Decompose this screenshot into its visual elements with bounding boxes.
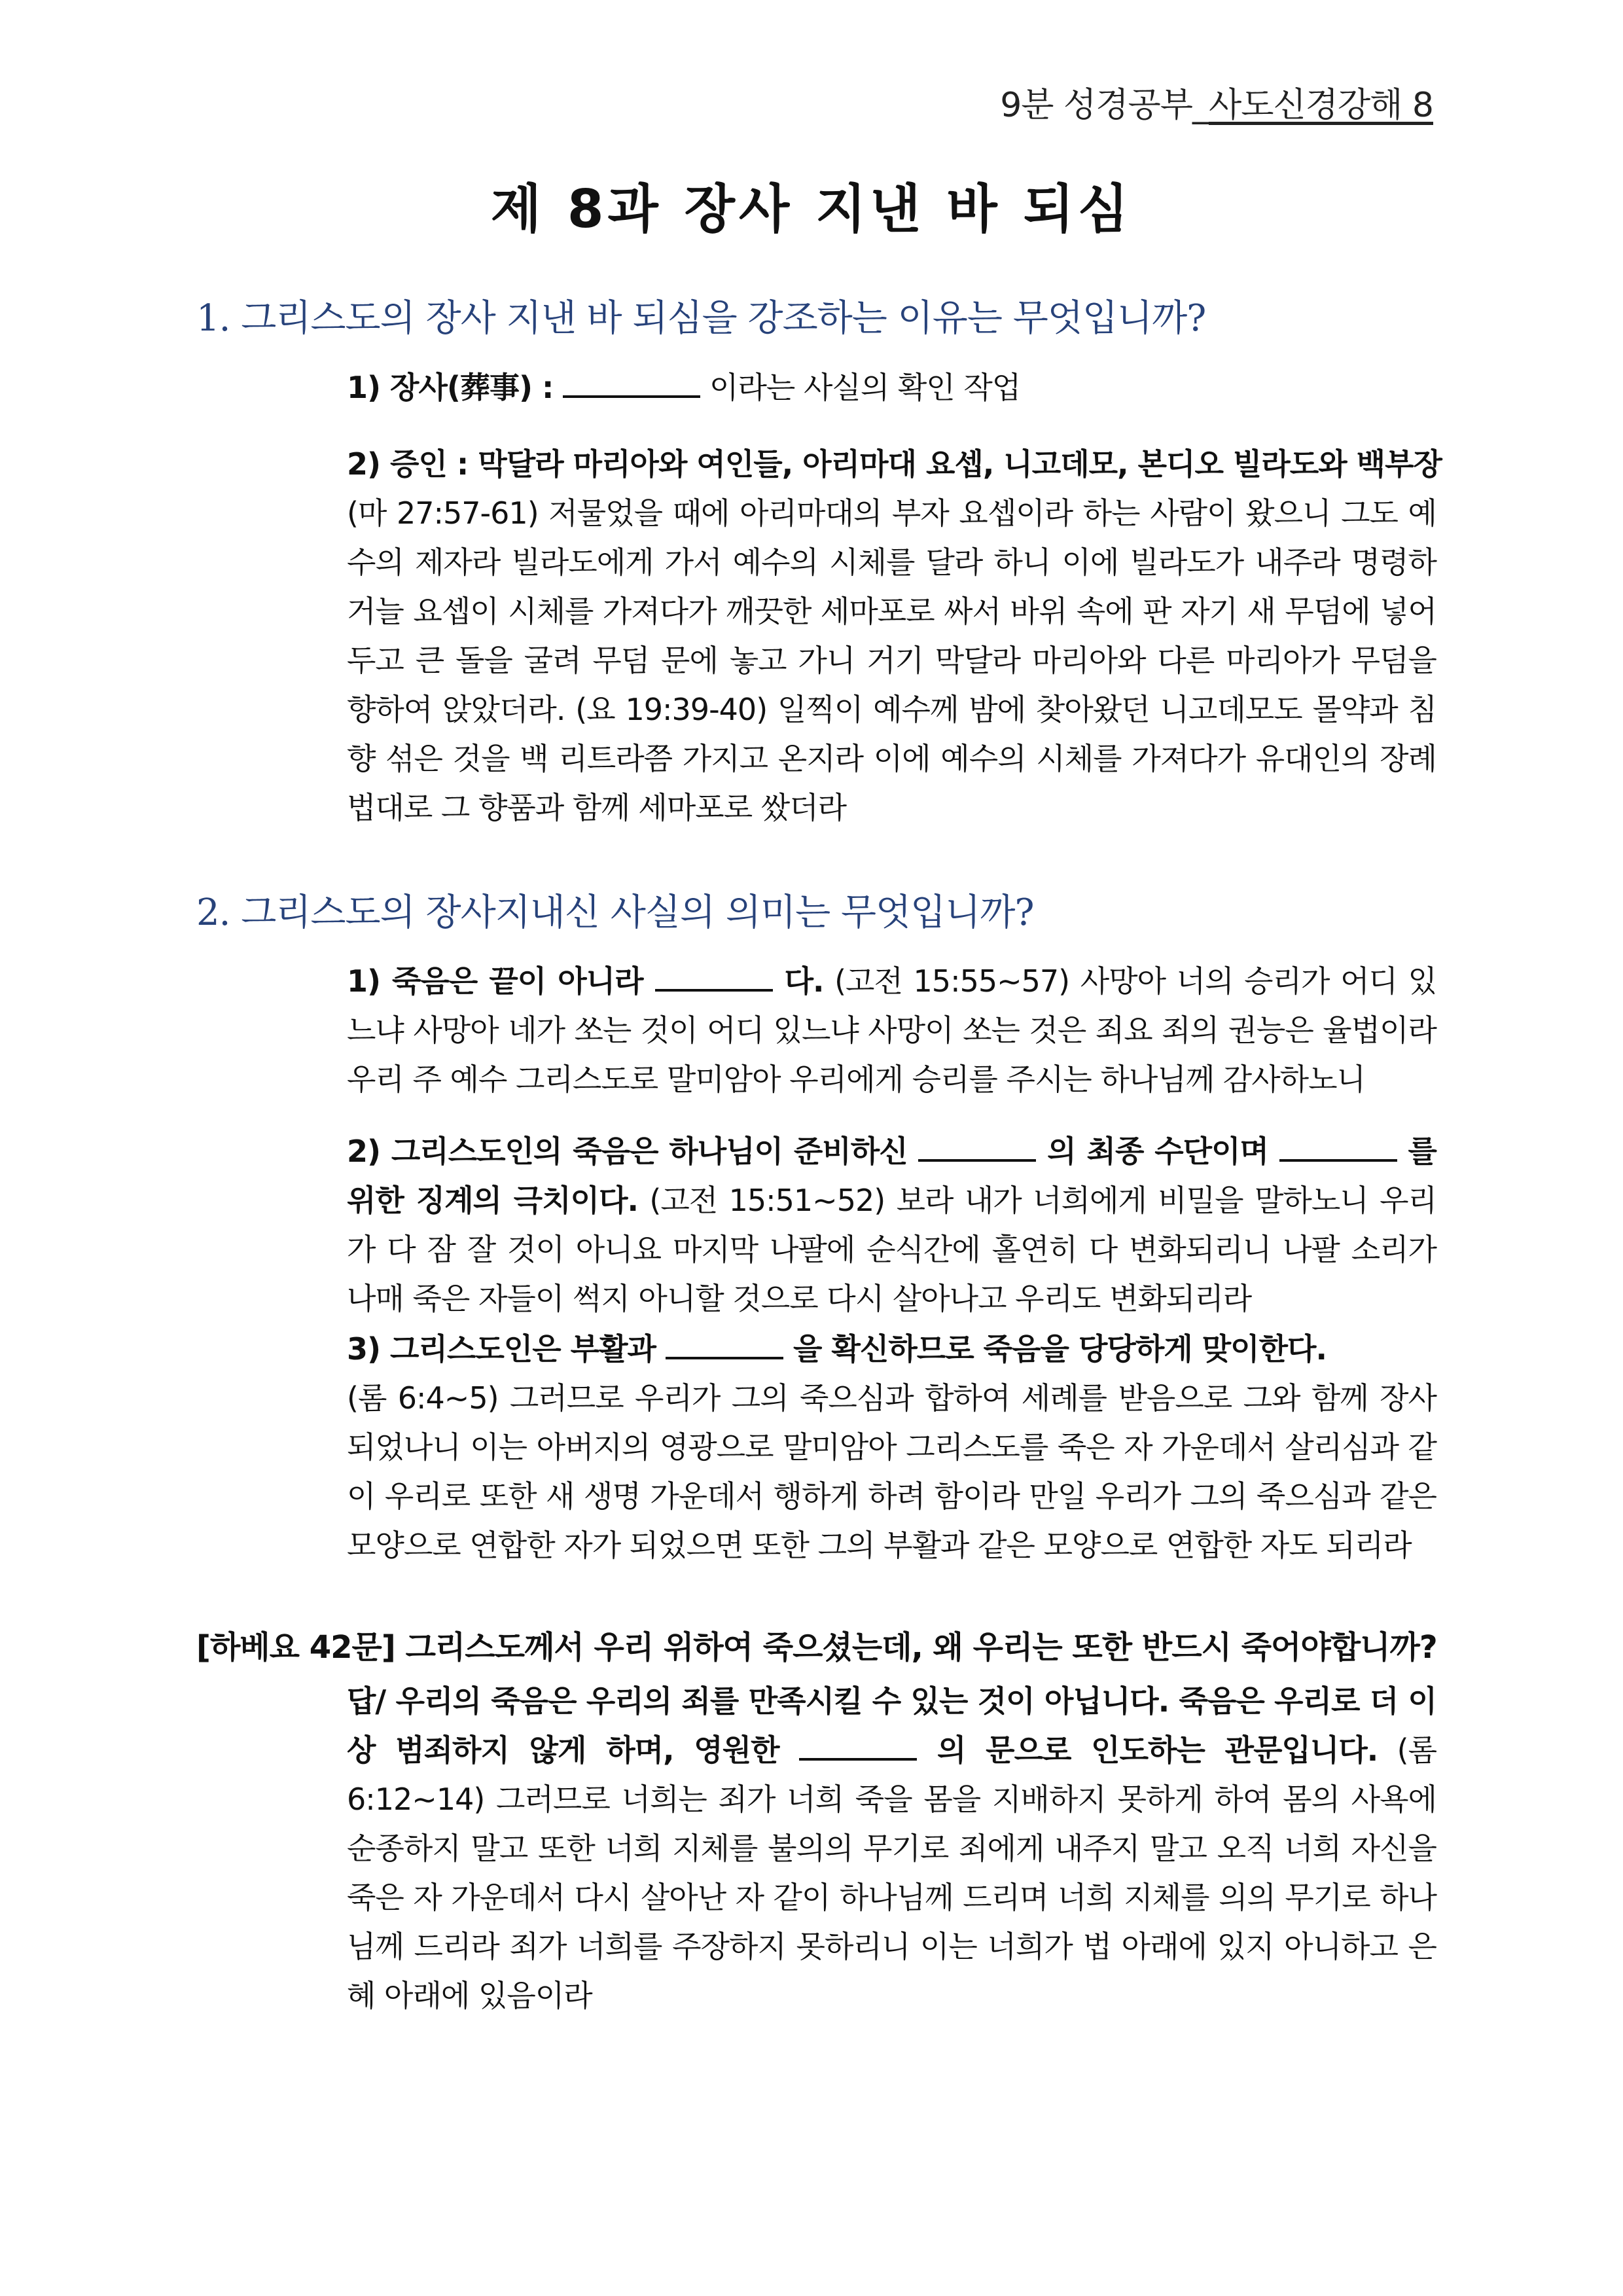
section2-item2-bold-a: 2) 그리스도인의 죽음은 하나님이 준비하신 [347,1134,919,1169]
section1-item1-text: 이라는 사실의 확인 작업 [700,370,1021,405]
section2-item1 [347,957,1436,1104]
section1-item2-body: (마 27:57-61) 저물었을 때에 아리마대의 부자 요셉이라 하는 사람이 왔으니 그도 예수의 제자라 빌라도에게 가서 예수의 시체를 달라 하니 이에 빌라도가 내주라 명령하거늘 요셉이 시체를 가져다가 깨끗한 세마포로 싸서 바위 속에 판 자기 새 무덤에 넣어 두고 큰 돌을 굴려 무덤 문에 놓고 가니 거기 막달라 마리아와 다른 마리아가 무덤을 향하여 앉았더라. (요 19:39-40) 일찍이 예수께 밤에 찾아왔던 니고데모도 몰약과 침향 섞은 것을 백 리트라쯤 가지고 온지라 이에 예수의 시체를 가져다가 유대인의 장례 법대로 그 향품과 함께 세마포로 쌌더라 [347,495,1436,825]
page-header [1000,77,1433,126]
fill-blank [666,1331,783,1359]
header-series: 사도신경강해 8 [1208,86,1433,125]
section2-item1-bold-a: 1) 죽음은 끝이 아니라 [347,963,655,999]
fill-blank [655,963,773,992]
section2-item1-body: (고전 15:55~57) 사망아 너의 승리가 어디 있느냐 사망아 네가 쏘는 것이 어디 있느냐 사망이 쏘는 것은 죄요 죄의 권능은 율법이라 우리 주 예수 그리스도로 말미암아 우리에게 승리를 주시는 하나님께 감사하노니 [347,963,1436,1097]
section1-item2-label: 2) 증인 : 막달라 마리아와 여인들, 아리마대 요셉, 니고데모, 본디오 빌라도와 백부장 [347,446,1442,482]
section2-item2-bold-b: 의 최종 수단이며 [1036,1134,1279,1169]
answer-body: (롬 6:12~14) 그러므로 너희는 죄가 너희 죽을 몸을 지배하지 못하게 하여 몸의 사욕에 순종하지 말고 또한 너희 지체를 불의의 무기로 죄에게 내주지 말고 오직 너희 자신을 죽은 자 가운데서 다시 살아난 자 같이 하나님께 드리며 너희 지체를 의의 무기로 하나님께 드리라 죄가 너희를 주장하지 못하리니 이는 너희가 법 아래에 있지 아니하고 은혜 아래에 있음이라 [347,1732,1437,2013]
section1-item2 [347,440,1442,833]
fill-blank [918,1133,1036,1162]
heidelberg-question: [하베요 42문] 그리스도께서 우리 위하여 죽으셨는데, 왜 우리는 또한 반드시 죽어야합니까? [196,1629,1437,1666]
section1-question: 1. 그리스도의 장사 지낸 바 되심을 강조하는 이유는 무엇입니까? [196,297,1206,340]
section2-question: 2. 그리스도의 장사지내신 사실의 의미는 무엇입니까? [196,891,1034,934]
answer-bold-a: 답/ 우리의 죽음은 우리의 죄를 만족시킬 수 있는 것이 아닙니다. 죽음은 우리로 더 이상 범죄하지 않게 하며, 영원한 [347,1683,1436,1768]
answer-bold-b: 의 문으로 인도하는 관문입니다. [917,1732,1378,1768]
header-prefix: 9분 성경공부_ [1000,86,1209,125]
fill-blank [563,369,700,398]
section2-item2-body: (고전 15:51~52) 보라 내가 너희에게 비밀을 말하노니 우리가 다 잠 잘 것이 아니요 마지막 나팔에 순식간에 홀연히 다 변화되리니 나팔 소리가 나매 죽은 자들이 썩지 아니할 것으로 다시 살아나고 우리도 변화되리라 [347,1183,1436,1316]
section1-item1 [347,363,1436,412]
heidelberg-answer [347,1677,1436,2020]
section2-item3-bold-b: 을 확신하므로 죽음을 당당하게 맞이한다. [783,1331,1327,1367]
fill-blank [1279,1133,1397,1162]
section2-item2 [347,1127,1436,1323]
section2-item2-bold-c: 를 위한 징계의 극치이다. [347,1134,1436,1218]
section2-item1-bold-b: 다. [772,963,824,999]
section2-item3 [347,1325,1436,1570]
lesson-title: 제 8과 장사 지낸 바 되심 [490,179,1133,240]
section2-item3-bold-a: 3) 그리스도인은 부활과 [347,1331,666,1367]
section2-item3-body: (롬 6:4~5) 그러므로 우리가 그의 죽으심과 합하여 세례를 받음으로 그와 함께 장사되었나니 이는 아버지의 영광으로 말미암아 그리스도를 죽은 자 가운데서 살리심과 같이 우리로 또한 새 생명 가운데서 행하게 하려 함이라 만일 우리가 그의 죽으심과 같은 모양으로 연합한 자가 되었으면 또한 그의 부활과 같은 모양으로 연합한 자도 되리라 [347,1380,1436,1563]
section1-item1-label: 1) 장사(葬事) : [347,370,563,405]
fill-blank [799,1732,917,1761]
